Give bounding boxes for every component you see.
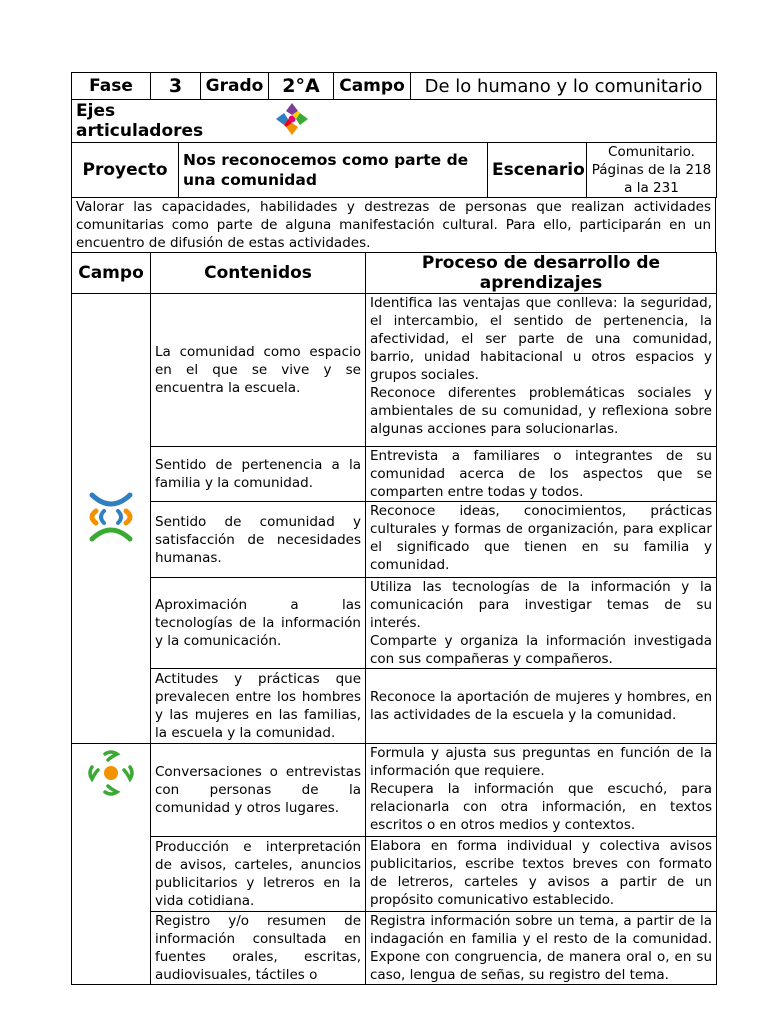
- escenario-label: Escenario: [488, 143, 587, 198]
- proceso-cell: Elabora en forma individual y colectiva avisos publicitarios, escribe textos breves con formato de letreros, carteles y avisos a partir de un propósito comunicativo establecido.: [366, 837, 717, 912]
- col-header-proceso: Proceso de desarrollo de aprendizajes: [366, 253, 717, 294]
- fase-value: 3: [151, 73, 201, 100]
- lenguajes-icon: [86, 748, 136, 802]
- proceso-cell: Reconoce la aportación de mujeres y hombres, en las actividades de la escuela y la comunidad.: [366, 669, 717, 744]
- col-header-contenidos: Contenidos: [151, 253, 366, 294]
- contenido-cell: Sentido de comunidad y satisfacción de necesidades humanas.: [151, 502, 366, 578]
- humano-comunitario-icon: [86, 489, 136, 549]
- proceso-cell: Formula y ajusta sus preguntas en función de la información que requiere. Recupera la información que escuchó, para relacionarla con otra información, en textos escritos o en otros medios y contextos.: [366, 744, 717, 837]
- proyecto-label: Proyecto: [72, 143, 179, 198]
- table-row: [72, 294, 717, 447]
- proceso-cell: Reconoce ideas, conocimientos, prácticas culturales y formas de organización, para explicar el significado que tienen en su familia y comunidad.: [366, 502, 717, 578]
- grado-value: 2°A: [269, 73, 334, 100]
- grado-label: Grado: [201, 73, 269, 100]
- table-row: [72, 502, 717, 578]
- table-row: [72, 578, 717, 669]
- contenido-cell: Aproximación a las tecnologías de la información y la comunicación.: [151, 578, 366, 669]
- proceso-cell: Registra información sobre un tema, a partir de la indagación en familia y el resto de la comunidad. Expone con congruencia, de manera oral o, en su caso, lengua de señas, su registro del tema.: [366, 912, 717, 985]
- table-row: [72, 837, 717, 912]
- escenario-value: Comunitario. Páginas de la 218 a la 231: [587, 143, 717, 198]
- ejes-label: Ejes articuladores: [72, 100, 244, 143]
- campo-icon-cell: [72, 744, 151, 985]
- proceso-cell: Entrevista a familiares o integrantes de su comunidad acerca de los aspectos que se comparten entre todas y todos.: [366, 447, 717, 502]
- ejes-table: [71, 99, 717, 143]
- description-table: [71, 197, 716, 253]
- contenido-cell: Sentido de pertenencia a la familia y la comunidad.: [151, 447, 366, 502]
- ejes-articuladores-logo-icon: [274, 101, 310, 141]
- contenido-cell: La comunidad como espacio en el que se vive y se encuentra la escuela.: [151, 294, 366, 447]
- planning-sheet: [71, 72, 716, 985]
- campo-icon-cell: [72, 294, 151, 744]
- contenido-cell: Registro y/o resumen de información consultada en fuentes orales, escritas, audiovisuales, táctiles o: [151, 912, 366, 985]
- proyecto-title: Nos reconocemos como parte de una comunidad: [179, 143, 488, 198]
- header-table: [71, 72, 717, 100]
- fase-label: Fase: [72, 73, 151, 100]
- table-row: [72, 669, 717, 744]
- table-row: [72, 447, 717, 502]
- table-row: [72, 744, 717, 837]
- ejes-logo-cell: [244, 100, 717, 143]
- col-header-campo: Campo: [72, 253, 151, 294]
- contents-table: [71, 252, 717, 985]
- project-description: Valorar las capacidades, habilidades y destrezas de personas que realizan actividades comunitarias como parte de alguna manifestación cultural. Para ello, participarán en un encuentro de difusión de estas actividades.: [72, 198, 716, 253]
- proyecto-table: [71, 142, 717, 198]
- contenido-cell: Producción e interpretación de avisos, carteles, anuncios publicitarios y letreros en la vida cotidiana.: [151, 837, 366, 912]
- campo-value: De lo humano y lo comunitario: [411, 73, 717, 100]
- table-row: [72, 912, 717, 985]
- contenido-cell: Conversaciones o entrevistas con personas de la comunidad y otros lugares.: [151, 744, 366, 837]
- contenido-cell: Actitudes y prácticas que prevalecen entre los hombres y las mujeres en las familias, la escuela y la comunidad.: [151, 669, 366, 744]
- campo-label: Campo: [334, 73, 411, 100]
- proceso-cell: Utiliza las tecnologías de la información y la comunicación para investigar temas de su interés. Comparte y organiza la información investigada con sus compañeras y compañeros.: [366, 578, 717, 669]
- proceso-cell: Identifica las ventajas que conlleva: la seguridad, el intercambio, el sentido de pertenencia, la afectividad, el ser parte de una comunidad, barrio, unidad habitacional u otros espacios y grupos sociales. Reconoce diferentes problemáticas sociales y ambientales de su comunidad, y reflexiona sobre algunas acciones para solucionarlas.: [366, 294, 717, 447]
